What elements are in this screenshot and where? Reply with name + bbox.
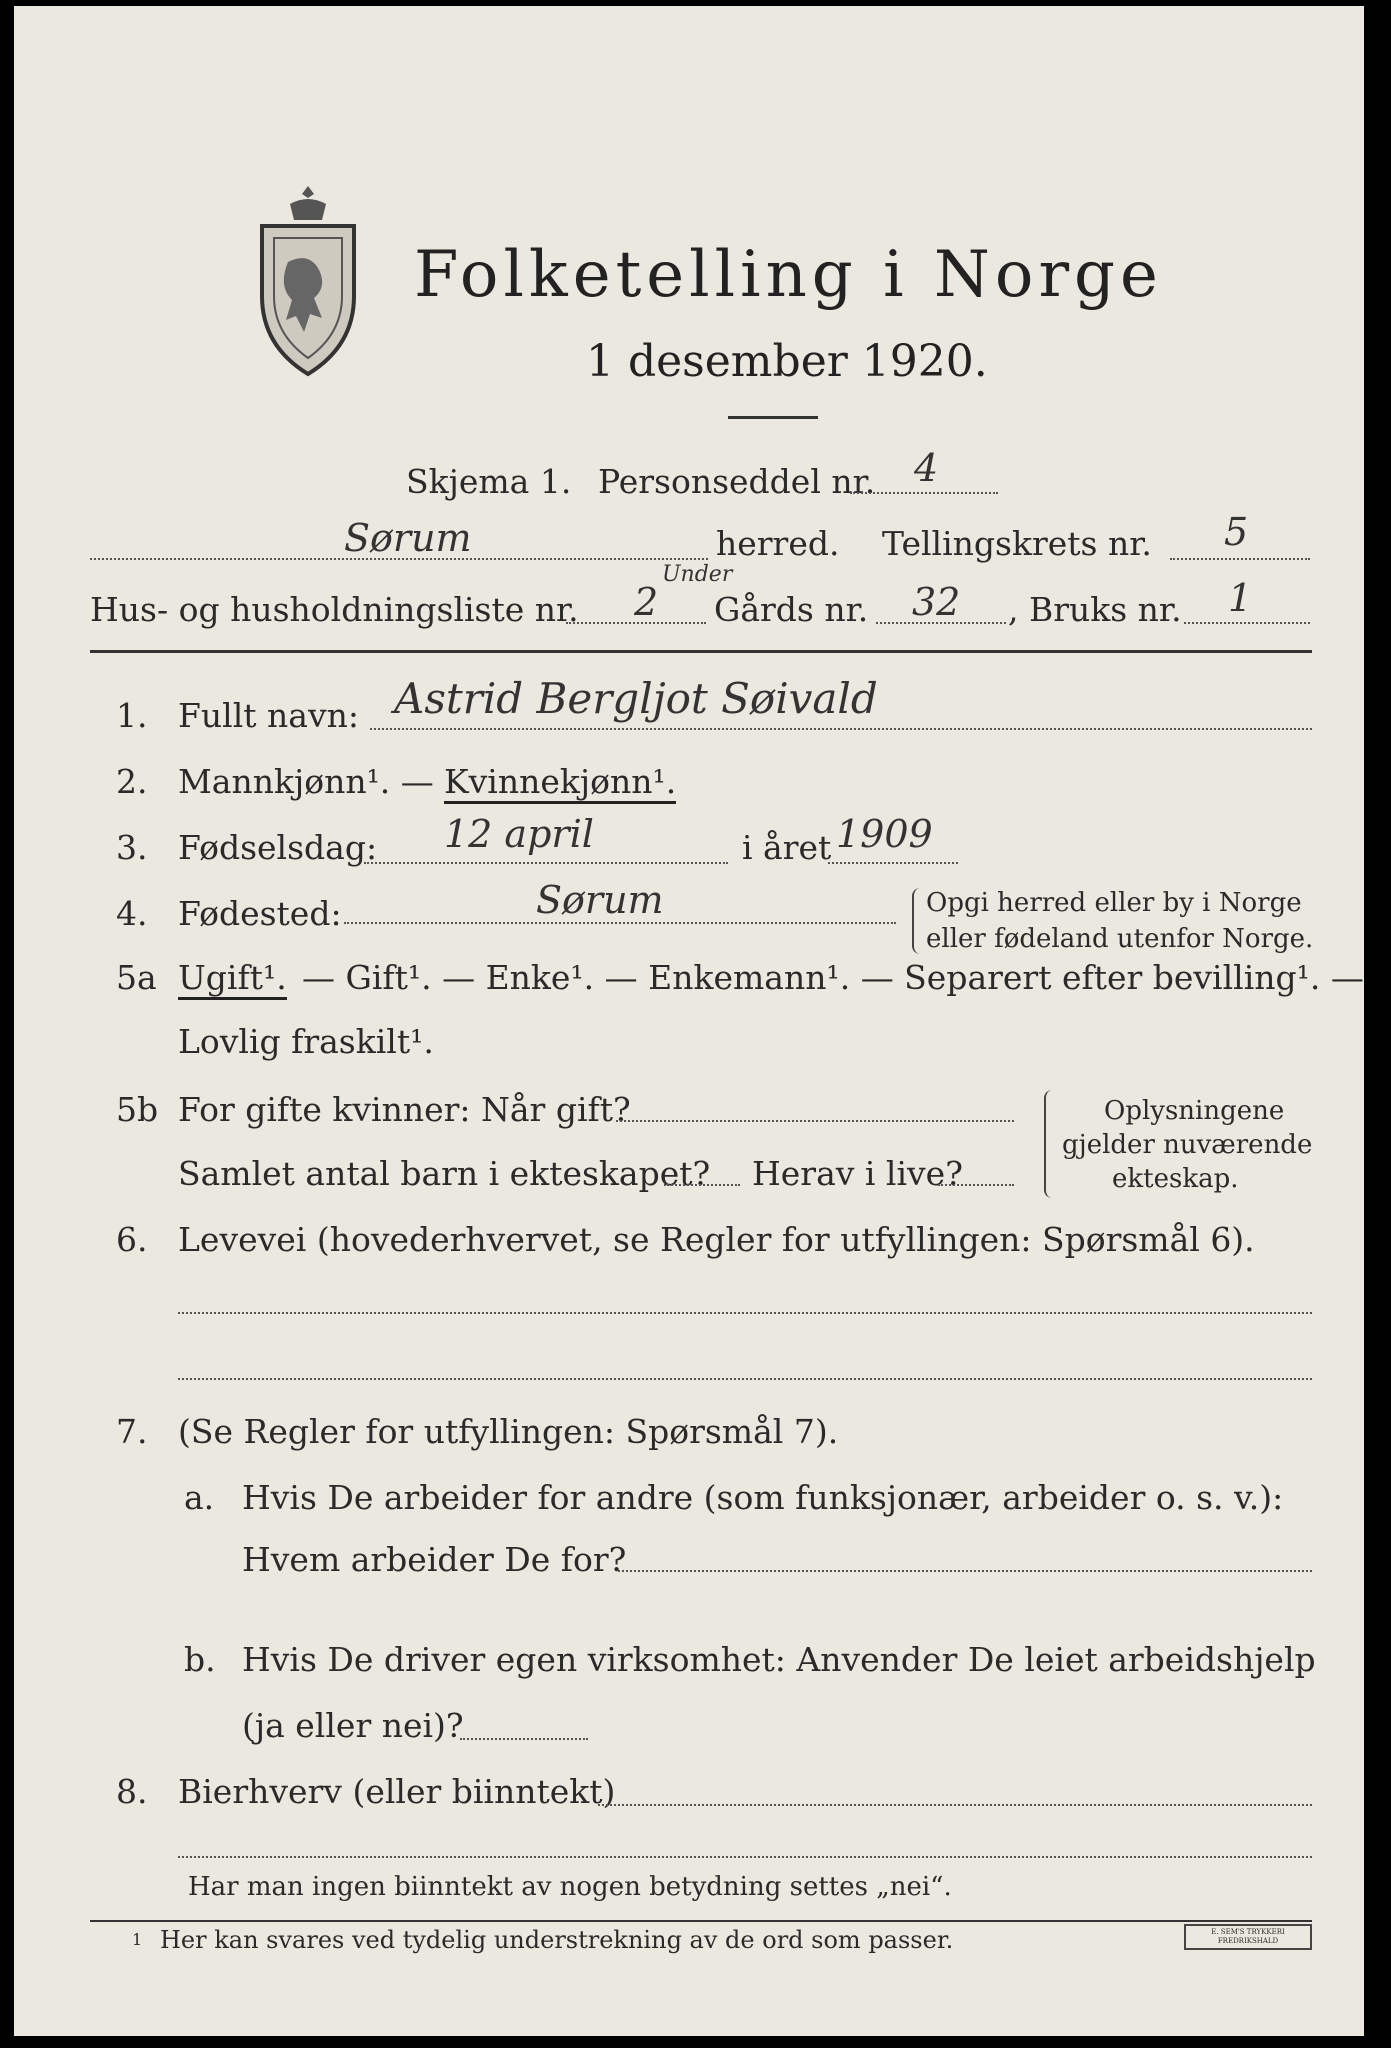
q5b-when-married-label: For gifte kvinner: Når gift? [178, 1090, 631, 1129]
no-income-note: Har man ingen biinntekt av nogen betydning settes „nei“. [188, 1872, 952, 1902]
q3-number: 3. [116, 828, 148, 867]
q4-label: Fødested: [178, 894, 342, 933]
gender-female-option[interactable]: Kvinnekjønn¹. [444, 762, 676, 804]
tellingskrets-value: 5 [1224, 510, 1249, 554]
marriage-note-line1: Oplysningene [1104, 1096, 1285, 1126]
personseddel-label: Personseddel nr. [598, 462, 876, 501]
q8-label: Bierhverv (eller biinntekt) [178, 1772, 616, 1811]
husholdningsliste-note: Under [662, 562, 733, 587]
gards-label: Gårds nr. [714, 590, 869, 629]
q7-number: 7. [116, 1412, 148, 1451]
q7a-text: Hvis De arbeider for andre (som funksjonær, arbeider o. s. v.): [242, 1478, 1284, 1517]
birthplace-note-line1: Opgi herred eller by i Norge [926, 888, 1302, 918]
birthplace-note-line2: eller fødeland utenfor Norge. [926, 924, 1314, 954]
birth-year-field[interactable] [828, 862, 958, 864]
full-name-value: Astrid Bergljot Søivald [394, 674, 878, 723]
footnote-text: Her kan svares ved tydelig understrekning av de ord som passer. [160, 1926, 954, 1954]
q5b-number: 5b [116, 1090, 159, 1129]
husholdningsliste-label: Hus- og husholdningsliste nr. [90, 590, 579, 629]
q5a-number: 5a [116, 958, 157, 997]
tellingskrets-label: Tellingskrets nr. [882, 524, 1152, 563]
occupation-field-line2[interactable] [178, 1378, 1312, 1380]
q5b-children-label: Samlet antal barn i ekteskapet? [178, 1154, 711, 1193]
side-income-field-line2[interactable] [178, 1856, 1312, 1858]
herred-value: Sørum [344, 516, 472, 560]
personseddel-value: 4 [914, 446, 939, 490]
children-alive-field[interactable] [938, 1184, 1014, 1186]
civil-status-ugift-option[interactable]: Ugift¹. [178, 958, 287, 1000]
q7-label: (Se Regler for utfyllingen: Spørsmål 7). [178, 1412, 839, 1451]
bruks-value: 1 [1228, 576, 1253, 620]
q7a-letter: a. [184, 1478, 215, 1517]
q8-number: 8. [116, 1772, 148, 1811]
q1-number: 1. [116, 696, 148, 735]
birthplace-field[interactable] [344, 922, 896, 924]
footnote-mark: 1 [132, 1930, 143, 1949]
q7b-letter: b. [184, 1640, 216, 1679]
q6-number: 6. [116, 1220, 148, 1259]
birthday-field[interactable] [364, 862, 728, 864]
bruks-label: , Bruks nr. [1008, 590, 1182, 629]
q4-number: 4. [116, 894, 148, 933]
q3-label: Fødselsdag: [178, 828, 378, 867]
q7a-employer-label: Hvem arbeider De for? [242, 1540, 627, 1579]
q6-label: Levevei (hovederhvervet, se Regler for utfyllingen: Spørsmål 6). [178, 1220, 1255, 1259]
bruks-field[interactable] [1184, 622, 1310, 624]
q2-number: 2. [116, 762, 148, 801]
birth-year-value: 1909 [836, 812, 933, 856]
norway-coat-of-arms-icon [250, 182, 366, 382]
skjema-label: Skjema 1. [406, 462, 572, 501]
birth-year-label: i året [742, 828, 832, 867]
q7b-text: Hvis De driver egen virksomhet: Anvender De leiet arbeidshjelp [242, 1640, 1316, 1679]
full-name-field[interactable] [370, 728, 1312, 730]
hired-help-field[interactable] [460, 1738, 588, 1740]
husholdningsliste-value: 2 [634, 580, 659, 624]
gender-male-option[interactable]: Mannkjønn¹. — [178, 762, 434, 801]
marriage-note-line3: ekteskap. [1112, 1164, 1239, 1194]
title-rule [728, 416, 818, 419]
header-divider [90, 650, 1312, 653]
form-title: Folketelling i Norge [414, 238, 1163, 312]
census-date: 1 desember 1920. [586, 336, 988, 387]
occupation-field-line1[interactable] [178, 1312, 1312, 1314]
side-income-field-line1[interactable] [598, 1804, 1312, 1806]
q1-label: Fullt navn: [178, 696, 359, 735]
census-form [14, 6, 1364, 2036]
q5b-alive-label: Herav i live? [752, 1154, 963, 1193]
children-count-field[interactable] [664, 1184, 740, 1186]
when-married-field[interactable] [616, 1120, 1014, 1122]
civil-status-fraskilt-option[interactable]: Lovlig fraskilt¹. [178, 1022, 434, 1061]
civil-status-other-options[interactable]: — Gift¹. — Enke¹. — Enkemann¹. — Separert efter bevilling¹. — [302, 958, 1364, 997]
footnote-divider [90, 1920, 1312, 1922]
birthplace-value: Sørum [536, 878, 664, 922]
employer-field[interactable] [618, 1570, 1312, 1572]
q7b-hired-help-label: (ja eller nei)? [242, 1706, 464, 1745]
tellingskrets-field[interactable] [1170, 558, 1310, 560]
birthplace-note-brace [912, 888, 924, 954]
birthday-value: 12 april [444, 812, 594, 856]
personseddel-field[interactable] [850, 492, 998, 494]
marriage-note-line2: gjelder nuværende [1062, 1130, 1313, 1160]
gards-value: 32 [912, 580, 961, 624]
marriage-note-brace [1044, 1090, 1058, 1198]
printer-stamp: E. SEM'S TRYKKERI FREDRIKSHALD [1184, 1924, 1312, 1950]
herred-label: herred. [716, 524, 840, 563]
